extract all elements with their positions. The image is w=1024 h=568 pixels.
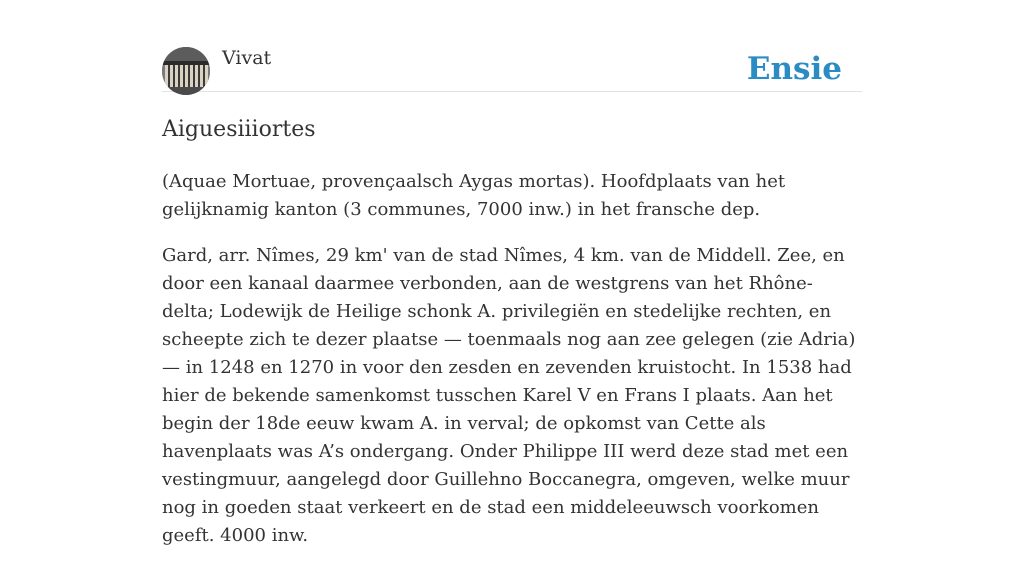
header (162, 0, 862, 92)
article-paragraph: (Aquae Mortuae, provençaalsch Aygas mortas). Hoofdplaats van het gelijknamig kanton (3 communes, 7000 inw.) in het fransche dep. (162, 171, 786, 220)
source-name[interactable]: Vivat (222, 47, 272, 69)
article-body (162, 168, 862, 568)
article-title: Aiguesiiiortes (162, 117, 316, 142)
brand-logo[interactable]: Ensie (746, 51, 842, 87)
source-avatar[interactable] (162, 47, 210, 95)
article-paragraph: Gard, arr. Nîmes, 29 km' van de stad Nîmes, 4 km. van de Middell. Zee, en door een kanaal daarmee verbonden, aan de westgrens van het Rhône-delta; Lodewijk de Heilige schonk A. privilegiën en stedelijke rechten, en scheepte zich te dezer plaatse — toenmaals nog aan zee gelegen (zie Adria) — in 1248 en 1270 in voor den zesden en zevenden kruistocht. In 1538 had hier de bekende samenkomst tusschen Karel V en Frans I plaats. Aan het begin der 18de eeuw kwam A. in verval; de opkomst van Cette als havenplaats was A’s ondergang. Onder Philippe III werd deze stad met een vestingmuur, aangelegd door Guillehno Boccanegra, omgeven, welke muur nog in goeden staat verkeert en de stad een middeleeuwsch voorkomen geeft. 4000 inw. (162, 245, 856, 546)
page (162, 0, 862, 546)
book-shelf-avatar-icon (162, 47, 210, 95)
